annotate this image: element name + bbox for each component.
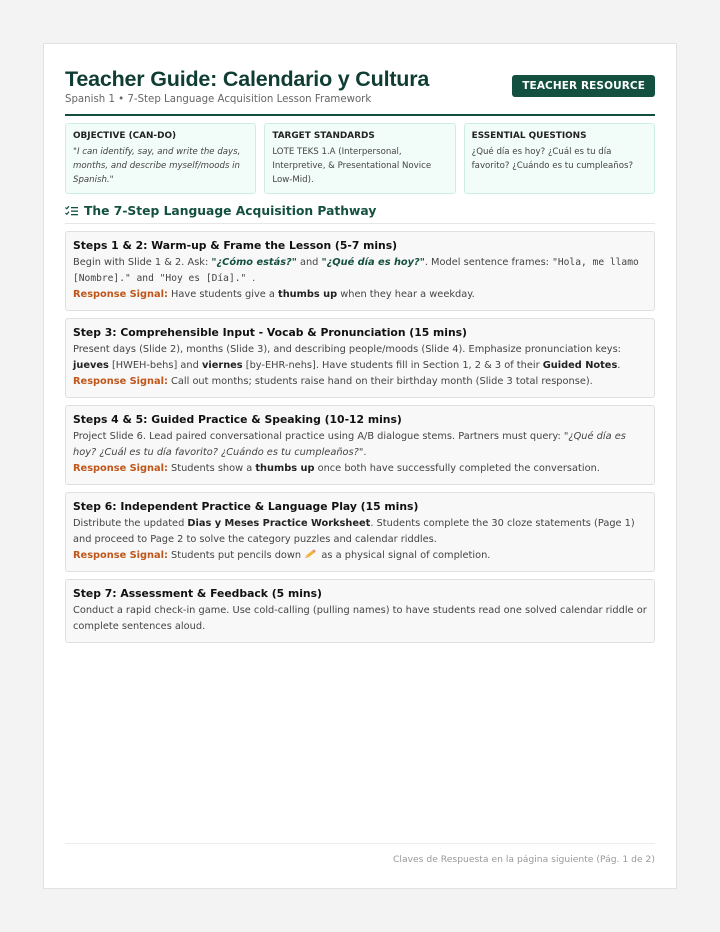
- step-text: Present days (Slide 2), months (Slide 3), and describing people/moods (Slide 4). Emphasize pronunciation keys:: [73, 344, 621, 355]
- signal-text: Have students give a: [167, 289, 279, 300]
- step-text: [HWEH-behs] and: [108, 360, 202, 371]
- objective-body: "I can identify, say, and write the days, months, and describe myself/moods in Spanish.": [73, 147, 241, 185]
- step-text: .: [617, 360, 621, 371]
- response-signal-label: Response Signal:: [73, 376, 168, 387]
- standards-heading: TARGET STANDARDS: [272, 131, 375, 141]
- step-card-3: [65, 318, 655, 398]
- step-text: Project Slide 6. Lead paired conversational practice using A/B dialogue stems. Partners must query:: [73, 431, 564, 442]
- vocab-word: viernes: [201, 360, 243, 371]
- header: [65, 67, 655, 105]
- checklist-icon: [65, 205, 78, 217]
- questions-box: [464, 123, 655, 194]
- step-text: . Students complete the 30 cloze statements (Page 1) and proceed to Page 2 to solve the category puzzles and calendar riddles.: [73, 518, 635, 545]
- signal-text: Students show a: [167, 463, 256, 474]
- header-divider: [65, 114, 655, 116]
- step-title: Step 3: Comprehensible Input - Vocab & Pronunciation (15 mins): [73, 326, 467, 339]
- response-signal-label: Response Signal:: [73, 550, 168, 561]
- spanish-question: "¿Cómo estás?": [211, 257, 297, 268]
- page-subtitle: Spanish 1 • 7-Step Language Acquisition Lesson Framework: [65, 94, 372, 105]
- questions-body: ¿Qué día es hoy? ¿Cuál es tu día favorito? ¿Cuándo es tu cumpleaños?: [471, 147, 634, 171]
- step-title: Steps 1 & 2: Warm-up & Frame the Lesson (5-7 mins): [73, 239, 398, 252]
- step-card-6: [65, 492, 655, 572]
- step-card-7: [65, 579, 655, 643]
- pencil-icon: [304, 548, 318, 559]
- step-title: Step 7: Assessment & Feedback (5 mins): [73, 587, 322, 600]
- step-card-4-5: [65, 405, 655, 485]
- section-title: [65, 204, 655, 224]
- worksheet-title: Dias y Meses Practice Worksheet: [187, 518, 371, 529]
- signal-text: once both have successfully completed the conversation.: [314, 463, 600, 474]
- step-text: . Model sentence frames:: [424, 257, 553, 268]
- step-text: .: [252, 273, 256, 284]
- step-body: [73, 429, 647, 477]
- step-body: [73, 342, 647, 390]
- page-title: Teacher Guide: Calendario y Cultura: [65, 67, 430, 91]
- signal-emphasis: thumbs up: [255, 463, 315, 474]
- vocab-word: jueves: [73, 360, 109, 371]
- step-text: Distribute the updated: [73, 518, 188, 529]
- page-footer: Claves de Respuesta en la página siguiente (Pág. 1 de 2): [65, 843, 655, 865]
- response-signal-label: Response Signal:: [73, 463, 168, 474]
- document-page: [43, 43, 677, 889]
- standards-body: LOTE TEKS 1.A (Interpersonal, Interpretive, & Presentational Novice Low-Mid).: [272, 147, 432, 185]
- section-title-text: The 7-Step Language Acquisition Pathway: [84, 204, 377, 218]
- step-body: [73, 255, 647, 303]
- step-text: [by-EHR-nehs]. Have students fill in Section 1, 2 & 3 of their: [242, 360, 543, 371]
- objective-box: [65, 123, 256, 194]
- step-text: .: [363, 447, 367, 458]
- partner-questions: "¿Qué día es hoy? ¿Cuál es tu día favorito? ¿Cuándo es tu cumpleaños?": [73, 431, 626, 458]
- signal-text: Students put pencils down: [167, 550, 305, 561]
- step-title: Step 6: Independent Practice & Language Play (15 mins): [73, 500, 419, 513]
- step-card-1-2: [65, 231, 655, 311]
- sentence-frames: "Hola, me llamo [Nombre]." and "Hoy es [Día].": [73, 257, 639, 284]
- spanish-question: "¿Qué día es hoy?": [321, 257, 425, 268]
- questions-heading: ESSENTIAL QUESTIONS: [471, 131, 587, 141]
- step-body: Conduct a rapid check-in game. Use cold-calling (pulling names) to have students read one solved calendar riddle or complete sentences aloud.: [73, 605, 647, 632]
- signal-text: as a physical signal of completion.: [318, 550, 491, 561]
- teacher-resource-badge: TEACHER RESOURCE: [512, 75, 655, 97]
- title-block: [65, 67, 429, 105]
- signal-text: Call out months; students raise hand on their birthday month (Slide 3 total response).: [167, 376, 593, 387]
- guided-notes-label: Guided Notes: [542, 360, 618, 371]
- step-text: Begin with Slide 1 & 2. Ask:: [73, 257, 212, 268]
- response-signal-label: Response Signal:: [73, 289, 168, 300]
- standards-box: [264, 123, 455, 194]
- info-row: [65, 123, 655, 194]
- step-text: and: [296, 257, 322, 268]
- step-title: Steps 4 & 5: Guided Practice & Speaking (10-12 mins): [73, 413, 402, 426]
- step-body: [73, 516, 647, 564]
- objective-heading: OBJECTIVE (CAN-DO): [73, 131, 177, 141]
- signal-emphasis: thumbs up: [278, 289, 338, 300]
- signal-text: when they hear a weekday.: [337, 289, 475, 300]
